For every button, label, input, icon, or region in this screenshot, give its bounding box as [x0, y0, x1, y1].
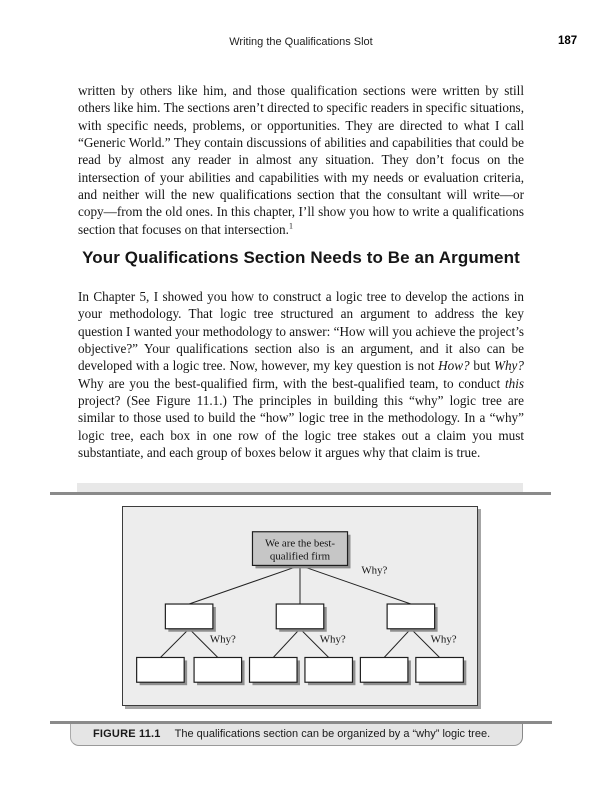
tree-box-row3 — [194, 657, 242, 682]
figure-top-band — [77, 483, 523, 492]
tree-box-row3 — [305, 657, 353, 682]
figure-caption — [70, 724, 523, 746]
logic-tree-diagram — [123, 507, 477, 705]
branch-line — [273, 629, 300, 658]
page-number: 187 — [558, 35, 578, 47]
tree-box-row3 — [250, 657, 298, 682]
tree-box-row2 — [165, 604, 213, 629]
running-head: Writing the Qualifications Slot — [229, 36, 373, 48]
paragraph-2: In Chapter 5, I showed you how to construct a logic tree to develop the actions in your methodology. That logic tree structured an argument to address the key question I wanted your methodology to answer: “How will you achieve the project’s objective?” Your qualifications section also is an argument, and it also can be developed with a logic tree. Now, however, my key question is not How? but Why? Why are you the best-qualified firm, with the best-qualified team, to conduct this project? (See Figure 11.1.) The principles in building this “why” logic tree are similar to those used to build the “how” logic tree in the methodology. In a “why” logic tree, each box in one row of the logic tree stakes out a claim you must substantiate, and each group of boxes below it argues why that claim is true. — [78, 289, 524, 461]
branch-line — [384, 629, 411, 658]
branch-line — [189, 565, 300, 604]
why-label-center: Why? — [319, 633, 346, 646]
figure-caption-label: FIGURE 11.1 — [93, 728, 161, 740]
tree-box-row3 — [137, 657, 185, 682]
tree-box-row3 — [360, 657, 408, 682]
figure-panel — [122, 506, 478, 706]
section-heading: Your Qualifications Section Needs to Be an Argument — [82, 248, 520, 267]
root-box-label-line1: We are the best- — [264, 537, 336, 550]
why-label-root: Why? — [361, 564, 388, 577]
figure-caption-text: The qualifications section can be organized by a “why” logic tree. — [174, 728, 491, 740]
branch-line — [160, 629, 189, 658]
paragraph-1: written by others like him, and those qualification sections were written by still others like him. The sections aren’t directed to specific readers in specific situations, with specific needs, problems, or opportunities. They are directed to what I call “Generic World.” They contain discussions of abilities and capabilities that could be read by almost any reader in almost any situation. They don’t focus on the intersection of your abilities and capabilities with my needs or evaluation criteria, and neither will the new qualifications section that the consultant will write—or copy—from the old ones. In this chapter, I’ll show you how to write a qualifications section that focuses on that intersection.$^1$ — [78, 83, 524, 237]
root-box-label-line2: qualified firm — [269, 550, 331, 563]
tree-box-row2 — [276, 604, 324, 629]
why-label-right: Why? — [430, 633, 457, 646]
why-label-left: Why? — [209, 633, 236, 646]
tree-box-row2 — [387, 604, 435, 629]
figure-top-rule — [50, 492, 551, 495]
tree-box-row3 — [416, 657, 464, 682]
branch-line — [300, 565, 411, 604]
